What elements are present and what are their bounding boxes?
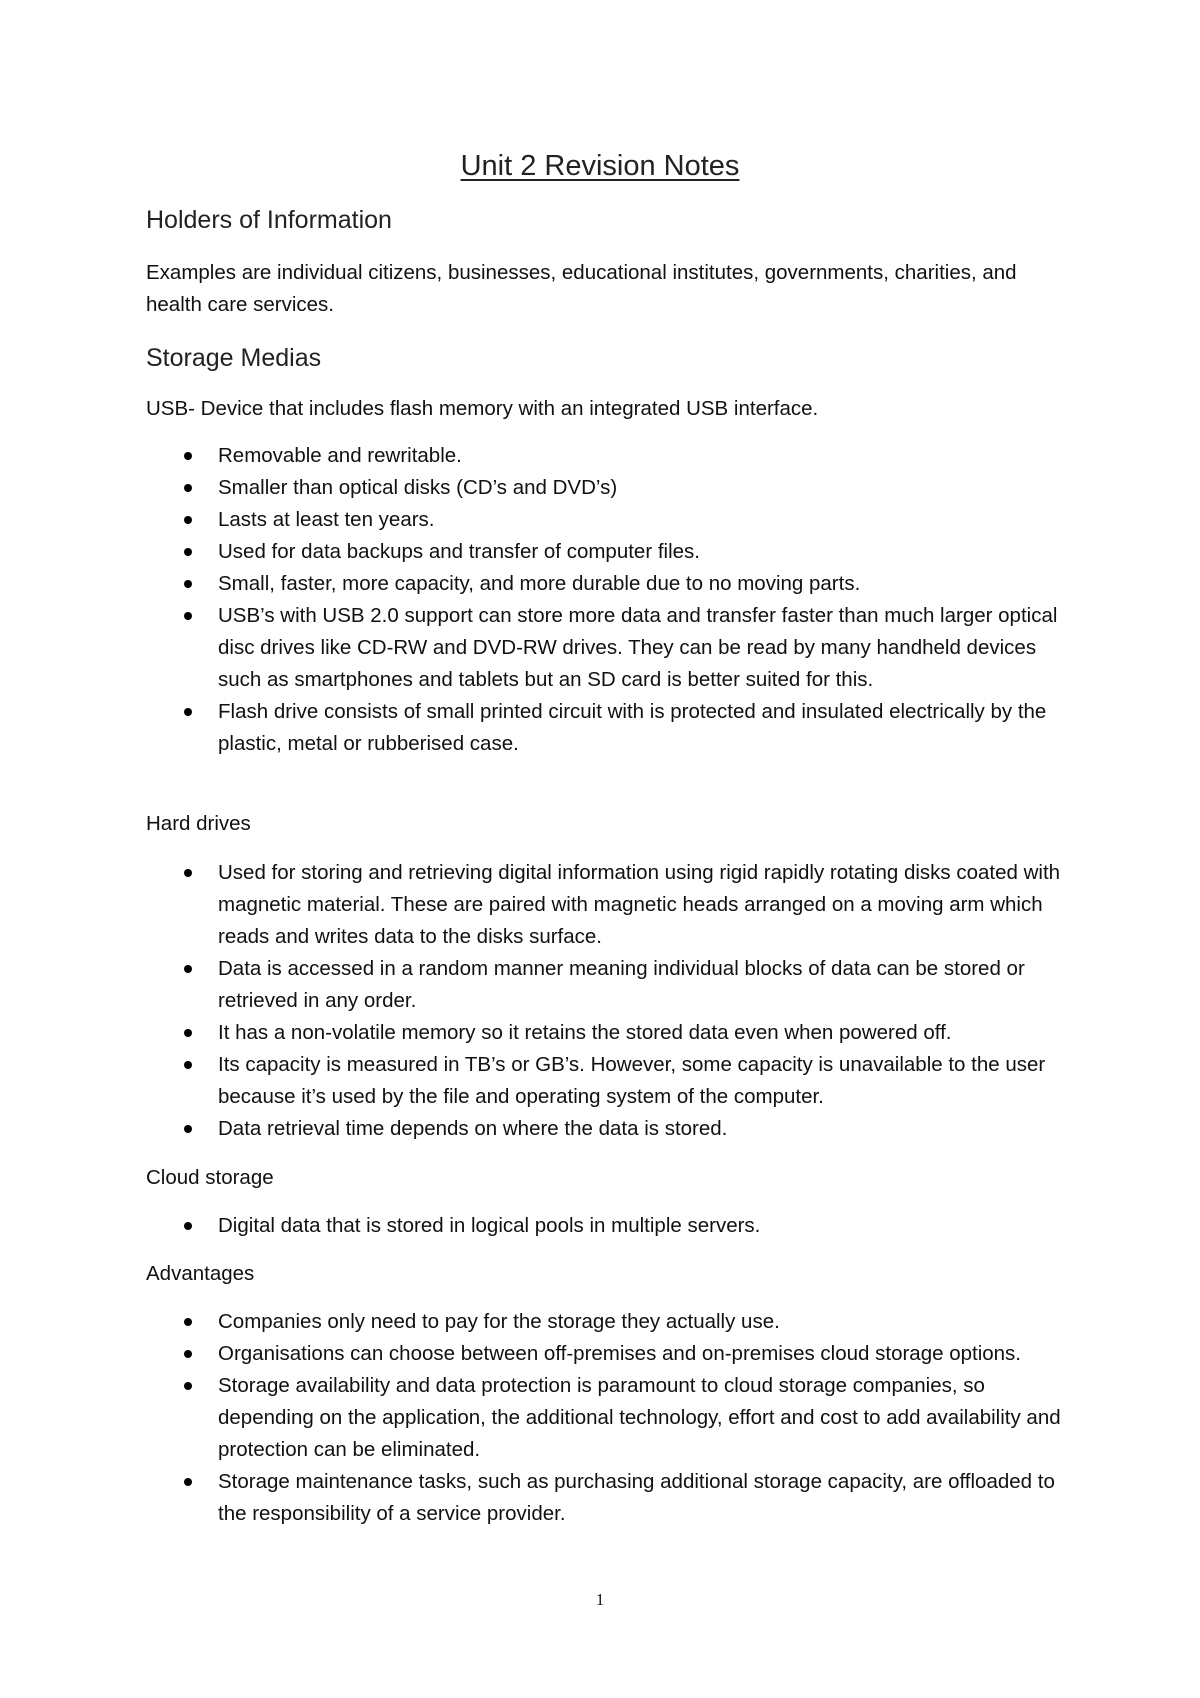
list-item: [146, 696, 1066, 760]
list-item-text: Data is accessed in a random manner meaning individual blocks of data can be stored or retrieved in any order.: [218, 957, 1025, 1012]
usb-list: [146, 440, 1066, 760]
heading-holders: Holders of Information: [146, 206, 392, 234]
list-item-text: Flash drive consists of small printed circuit with is protected and insulated electrically by the plastic, metal or rubberised case.: [218, 700, 1047, 755]
heading-cloud-storage: Cloud storage: [146, 1166, 274, 1189]
heading-storage-medias: Storage Medias: [146, 344, 322, 372]
page-title: Unit 2 Revision Notes: [460, 150, 740, 182]
list-item-text: Data retrieval time depends on where the data is stored.: [218, 1117, 728, 1140]
list-item: [146, 1049, 1066, 1113]
list-item: [146, 1210, 1066, 1242]
list-item-text: Used for data backups and transfer of computer files.: [218, 540, 701, 563]
list-item-text: Digital data that is stored in logical pools in multiple servers.: [218, 1214, 761, 1237]
list-item: [146, 1017, 1066, 1049]
list-item: [146, 1113, 1066, 1145]
list-item: [146, 600, 1066, 696]
list-item-text: Used for storing and retrieving digital information using rigid rapidly rotating disks coated with magnetic material. These are paired with magnetic heads arranged on a moving arm which reads and writes data to the disks surface.: [218, 861, 1061, 948]
bullet-icon: [184, 516, 192, 524]
bullet-icon: [184, 1478, 192, 1486]
list-item: [146, 568, 1066, 600]
list-item-text: Lasts at least ten years.: [218, 508, 435, 531]
list-item-text: It has a non-volatile memory so it retains the stored data even when powered off.: [218, 1021, 952, 1044]
bullet-icon: [184, 1222, 192, 1230]
list-item: [146, 857, 1066, 953]
list-item: [146, 504, 1066, 536]
bullet-icon: [184, 612, 192, 620]
bullet-icon: [184, 1350, 192, 1358]
cloud-list: [146, 1210, 1066, 1242]
list-item: [146, 536, 1066, 568]
bullet-icon: [184, 484, 192, 492]
list-item-text: Small, faster, more capacity, and more durable due to no moving parts.: [218, 572, 861, 595]
bullet-icon: [184, 1029, 192, 1037]
list-item-text: Its capacity is measured in TB’s or GB’s. However, some capacity is unavailable to the user because it’s used by the file and operating system of the computer.: [218, 1053, 1046, 1108]
list-item: [146, 1338, 1066, 1370]
heading-hard-drives: Hard drives: [146, 812, 251, 835]
list-item-text: Storage availability and data protection is paramount to cloud storage companies, so depending on the application, the additional technology, effort and cost to add availability and protection can be eliminated.: [218, 1374, 1061, 1461]
list-item: [146, 953, 1066, 1017]
bullet-icon: [184, 1061, 192, 1069]
page-number: 1: [595, 1590, 605, 1609]
list-item-text: Organisations can choose between off-premises and on-premises cloud storage options.: [218, 1342, 1021, 1365]
list-item-text: Companies only need to pay for the storage they actually use.: [218, 1310, 780, 1333]
bullet-icon: [184, 1125, 192, 1133]
bullet-icon: [184, 965, 192, 973]
heading-advantages: Advantages: [146, 1262, 255, 1285]
list-item: [146, 1306, 1066, 1338]
hard-drives-list: [146, 857, 1066, 1145]
usb-intro: USB- Device that includes flash memory with an integrated USB interface.: [146, 397, 819, 420]
list-item: [146, 1466, 1066, 1530]
list-item: [146, 1370, 1066, 1466]
bullet-icon: [184, 452, 192, 460]
bullet-icon: [184, 580, 192, 588]
bullet-icon: [184, 1382, 192, 1390]
bullet-icon: [184, 869, 192, 877]
advantages-list: [146, 1306, 1066, 1530]
bullet-icon: [184, 708, 192, 716]
holders-paragraph: Examples are individual citizens, businesses, educational institutes, governments, charities, and health care services.: [146, 261, 1017, 316]
list-item-text: Storage maintenance tasks, such as purchasing additional storage capacity, are offloaded to the responsibility of a service provider.: [218, 1470, 1055, 1525]
list-item-text: Smaller than optical disks (CD’s and DVD’s): [218, 476, 618, 499]
list-item-text: Removable and rewritable.: [218, 444, 462, 467]
bullet-icon: [184, 1318, 192, 1326]
list-item: [146, 440, 1066, 472]
bullet-icon: [184, 548, 192, 556]
list-item-text: USB’s with USB 2.0 support can store more data and transfer faster than much larger optical disc drives like CD-RW and DVD-RW drives. They can be read by many handheld devices such as smartphones and tablets but an SD card is better suited for this.: [218, 604, 1058, 691]
list-item: [146, 472, 1066, 504]
